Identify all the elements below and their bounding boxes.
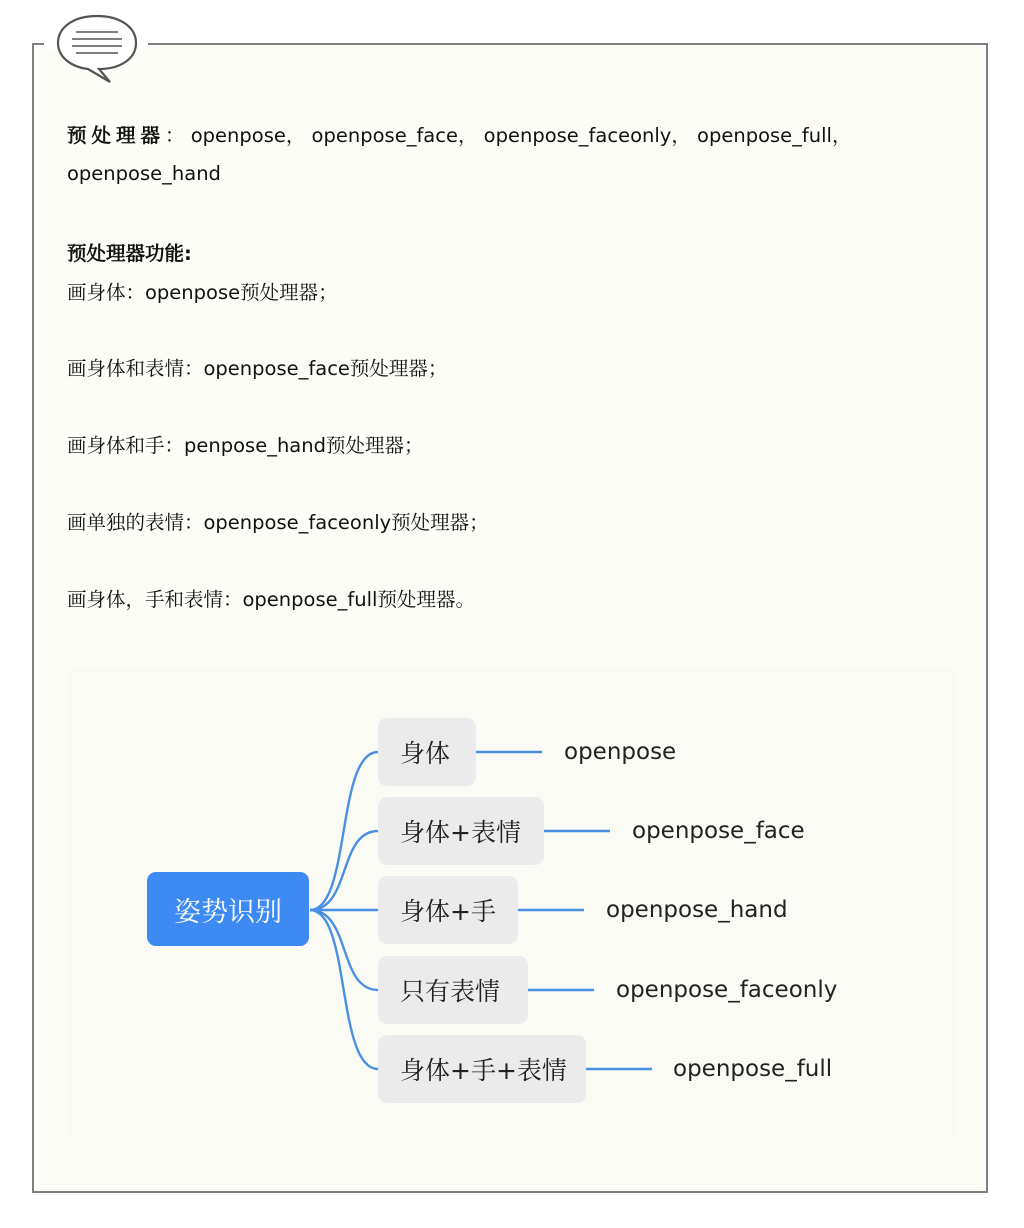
preprocessor-label: 预处理器 [67,124,166,147]
speech-bubble-icon [52,12,142,84]
branch-node-face-only: 只有表情 [378,956,528,1024]
function-line: 画身体：openpose预处理器； [67,281,338,304]
functions-heading: 预处理器功能: [67,242,192,265]
leaf-openpose-hand: openpose_hand [606,897,788,923]
leaf-openpose-faceonly: openpose_faceonly [616,977,838,1003]
leaf-openpose-full: openpose_full [673,1056,833,1082]
preprocessor-list [67,117,957,193]
connector-curve [310,831,378,910]
connector-curve [310,752,378,910]
branch-node-body: 身体 [378,718,476,786]
root-node: 姿势识别 [147,872,309,946]
branch-node-body-hand: 身体+手 [378,876,518,944]
connector-curve [310,910,378,1069]
branch-node-full: 身体+手+表情 [378,1035,586,1103]
preprocessor-colon: ： [165,124,185,147]
function-line: 画身体和表情：openpose_face预处理器； [67,357,448,380]
function-line: 画身体，手和表情：openpose_full预处理器。 [67,588,475,611]
function-line: 画身体和手：penpose_hand预处理器； [67,434,424,457]
branch-node-body-face: 身体+表情 [378,797,544,865]
preprocessor-names: openpose， openpose_face， openpose_faceonly， openpose_full，openpose_hand [67,124,852,185]
mind-map [66,668,956,1138]
connector-curve [310,910,378,990]
leaf-openpose: openpose [564,739,677,765]
leaf-openpose-face: openpose_face [632,818,805,844]
function-line: 画单独的表情：openpose_faceonly预处理器； [67,511,489,534]
